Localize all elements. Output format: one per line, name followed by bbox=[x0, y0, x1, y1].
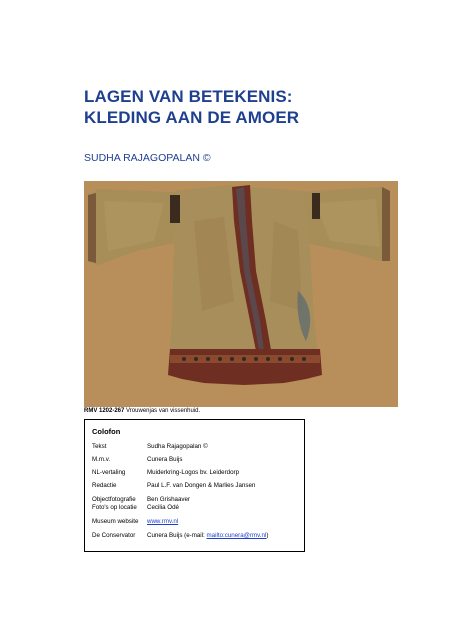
conservator-close-paren: ) bbox=[266, 532, 269, 539]
colofon-value: Ben Grishaaver bbox=[147, 496, 190, 503]
photo-caption bbox=[84, 408, 200, 414]
colofon-value: Cecilia Odé bbox=[147, 504, 179, 511]
colofon-label: NL-vertaling bbox=[92, 469, 126, 476]
author-line: SUDHA RAJAGOPALAN © bbox=[84, 152, 211, 164]
conservator-email-link[interactable]: mailto:cunera@rmv.nl bbox=[206, 532, 267, 539]
museum-website-link[interactable]: www.rmv.nl bbox=[147, 518, 179, 525]
colofon-value: Muiderkring-Logos bv. Leiderdorp bbox=[147, 469, 240, 476]
title-line-2: KLEDING AAN DE AMOER bbox=[84, 108, 300, 127]
colofon-label: M.m.v. bbox=[92, 456, 111, 463]
colofon-value: Cunera Buijs bbox=[147, 456, 183, 463]
colofon-label: Museum website bbox=[92, 518, 139, 525]
colofon-box bbox=[84, 419, 305, 552]
document-title bbox=[84, 86, 384, 128]
colofon-label: Redactie bbox=[92, 482, 117, 489]
colofon-heading: Colofon bbox=[92, 427, 121, 436]
colofon-label: Foto's op locatie bbox=[92, 504, 137, 511]
colofon-label: Objectfotografie bbox=[92, 496, 136, 503]
caption-text: Vrouwenjas van vissenhuid. bbox=[126, 408, 201, 414]
title-line-1: LAGEN VAN BETEKENIS: bbox=[84, 87, 293, 106]
colofon-value: Sudha Rajagopalan © bbox=[147, 443, 208, 450]
garment-photo bbox=[84, 181, 398, 407]
fish-skin-coat-image bbox=[84, 181, 398, 407]
caption-object-id: RMV 1202-267 bbox=[84, 408, 125, 414]
colofon-value bbox=[147, 532, 268, 540]
conservator-name: Cunera Buijs (e-mail: bbox=[147, 532, 205, 539]
colofon-label: De Conservator bbox=[92, 532, 136, 539]
colofon-value: Paul L.F. van Dongen & Marlies Jansen bbox=[147, 482, 256, 489]
colofon-label: Tekst bbox=[92, 443, 107, 450]
